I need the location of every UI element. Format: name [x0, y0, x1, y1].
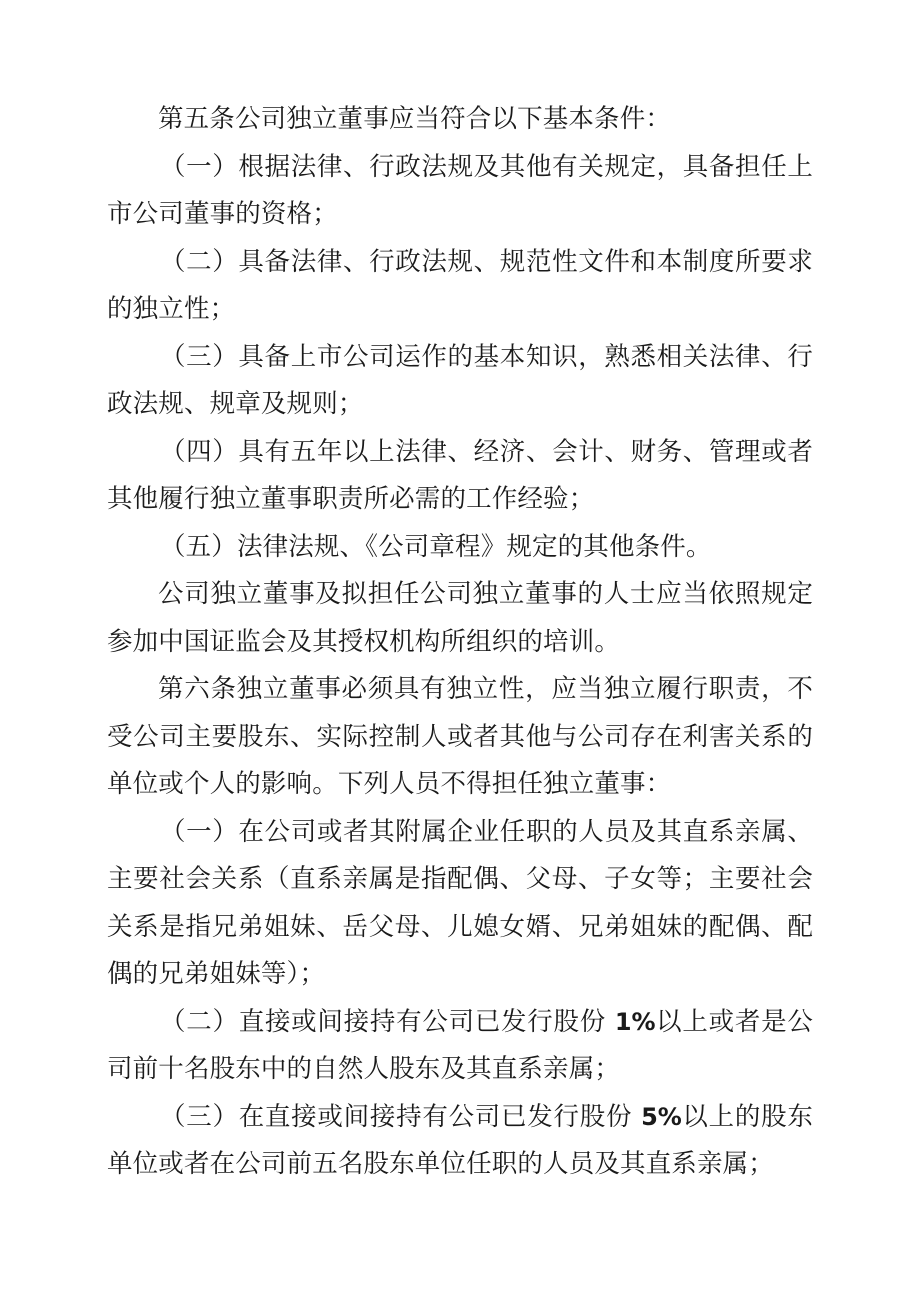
article-6-item-3-suffix: 以上的股东单位或者在公司前五名股东单位任职的人员及其直系亲属；	[107, 1101, 813, 1179]
article-6-item-1: （一）在公司或者其附属企业任职的人员及其直系亲属、主要社会关系（直系亲属是指配偶、父母、子女等；主要社会关系是指兄弟姐妹、岳父母、儿媳女婿、兄弟姐妹的配偶、配偶的兄弟姐妹等）；	[107, 816, 813, 989]
article-5-item-1: （一）根据法律、行政法规及其他有关规定，具备担任上市公司董事的资格；	[107, 151, 813, 229]
article-6-lead-paragraph: 第六条独立董事必须具有独立性，应当独立履行职责，不受公司主要股东、实际控制人或者其他与公司存在利害关系的单位或个人的影响。下列人员不得担任独立董事：	[107, 674, 813, 799]
article-6-item-2-prefix: （二）直接或间接持有公司已发行股份	[160, 1006, 615, 1037]
article-6-item-2-suffix: 以上或者是公司前十名股东中的自然人股东及其直系亲属；	[107, 1006, 814, 1084]
article-5-item-4: （四）具有五年以上法律、经济、会计、财务、管理或者其他履行独立董事职责所必需的工作经验；	[107, 436, 813, 514]
article-5-item-5: （五）法律法规、《公司章程》规定的其他条件。	[160, 531, 712, 562]
article-6-item-3-prefix: （三）在直接或间接持有公司已发行股份	[160, 1101, 642, 1132]
article-5-item-2: （二）具备法律、行政法规、规范性文件和本制度所要求的独立性；	[107, 246, 813, 324]
article-6-item-3	[107, 1094, 813, 1189]
article-5-item-3: （三）具备上市公司运作的基本知识，熟悉相关法律、行政法规、规章及规则；	[107, 341, 813, 419]
article-6-item-2-percentage: 1%	[614, 1007, 656, 1036]
article-5-training-paragraph: 公司独立董事及拟担任公司独立董事的人士应当依照规定参加中国证监会及其授权机构所组织的培训。	[107, 579, 813, 657]
article-6-item-2	[107, 999, 813, 1094]
article-6-item-3-percentage: 5%	[641, 1102, 682, 1131]
article-5-lead-paragraph: 第五条公司独立董事应当符合以下基本条件：	[158, 104, 672, 134]
document-text-body	[107, 96, 813, 1189]
